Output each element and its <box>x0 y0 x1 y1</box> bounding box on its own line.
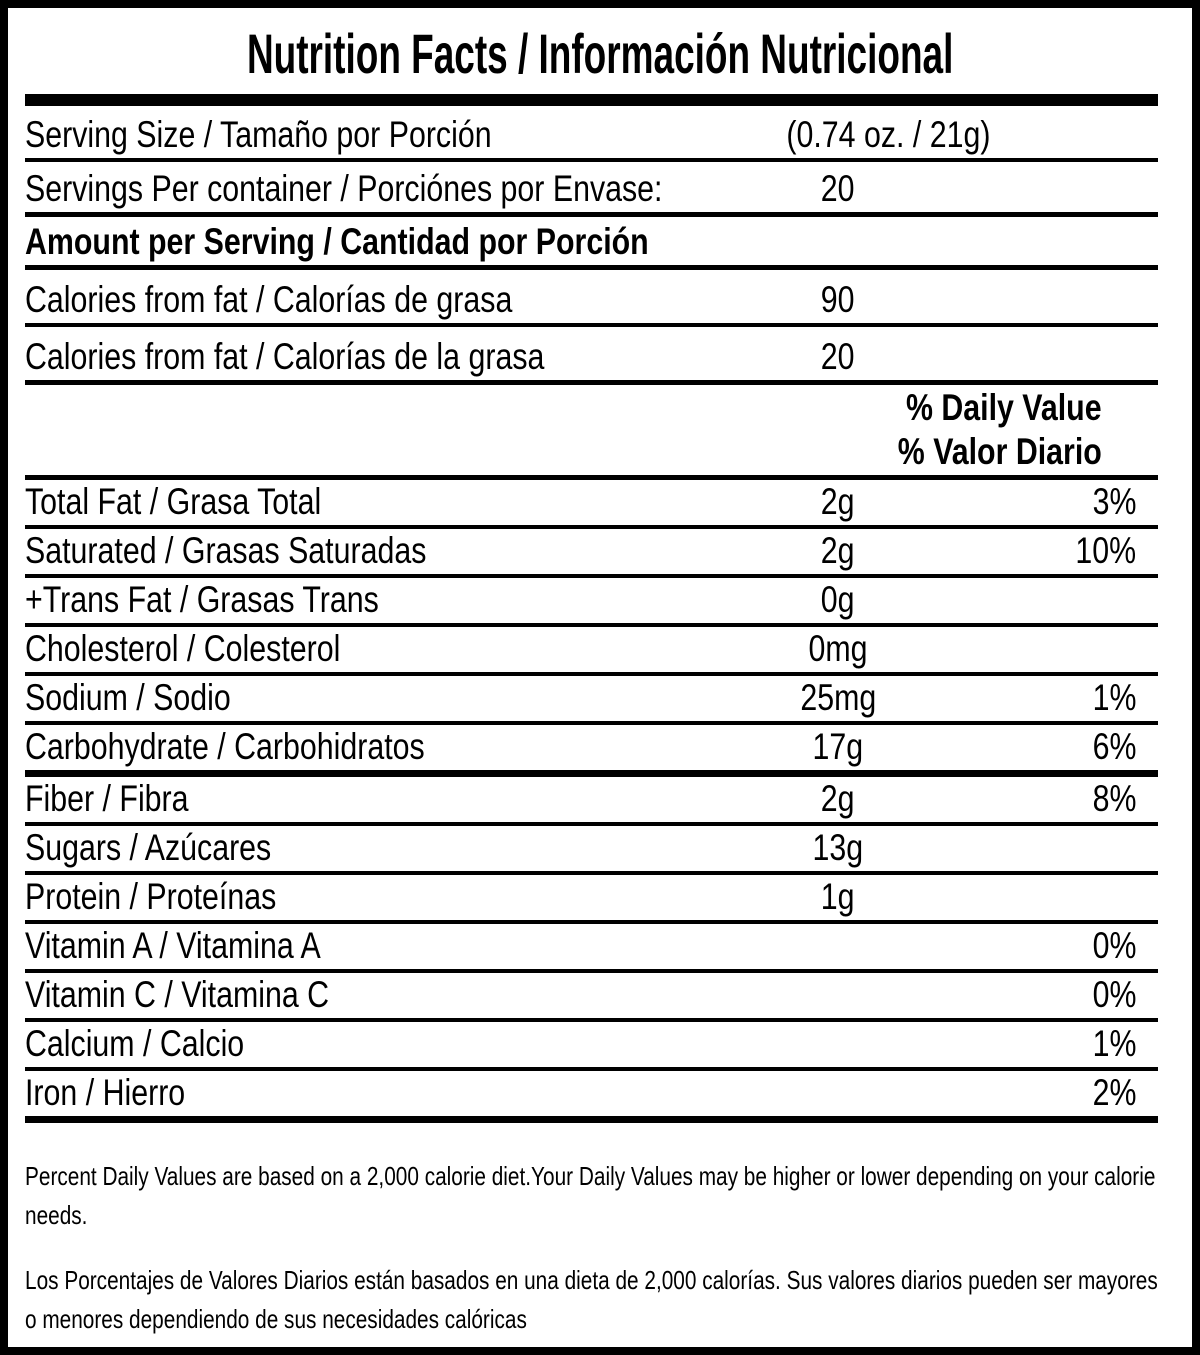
nutrient-dv-cell <box>968 532 1158 571</box>
nutrient-label: Iron / Hierro <box>25 1072 186 1114</box>
nutrient-label: Sugars / Azúcares <box>25 827 272 869</box>
nutrient-label: Total Fat / Grasa Total <box>25 481 322 523</box>
footnotes-section <box>25 1157 1158 1339</box>
nutrient-dv: 3% <box>1092 481 1136 523</box>
nutrient-dv: 2% <box>1092 1072 1136 1114</box>
serving-size-label-cell <box>25 116 678 155</box>
calories-row <box>8 327 1192 380</box>
calories-label-cell <box>25 281 708 320</box>
daily-value-header-en: % Daily Value <box>906 387 1102 429</box>
nutrient-amount-cell <box>708 483 968 522</box>
nutrient-amount-cell <box>708 630 968 669</box>
nutrient-amount-cell <box>708 1074 968 1113</box>
nutrient-dv-cell <box>968 581 1158 620</box>
nutrient-row-saturated-fat <box>8 529 1192 574</box>
nutrient-amount: 0mg <box>808 628 868 670</box>
nutrient-amount: 2g <box>821 481 855 523</box>
divider <box>25 770 1158 777</box>
nutrient-amount-cell <box>708 927 968 966</box>
nutrient-label-cell <box>25 1025 708 1064</box>
nutrient-amount: 2g <box>821 778 855 820</box>
nutrient-label-cell <box>25 728 708 767</box>
nutrient-amount-cell <box>708 976 968 1015</box>
serving-size-value-cell <box>678 116 1098 155</box>
servings-per-container-value-cell <box>708 170 968 209</box>
amount-per-serving-header-row <box>8 217 1192 265</box>
nutrient-label-cell <box>25 1074 708 1113</box>
label-header <box>8 8 1192 86</box>
nutrient-label: +Trans Fat / Grasas Trans <box>25 579 379 621</box>
nutrient-dv-cell <box>968 630 1158 669</box>
nutrient-dv: 10% <box>1075 530 1136 572</box>
nutrient-amount: 13g <box>812 827 864 869</box>
calories-value: 90 <box>821 279 855 321</box>
serving-size-label: Serving Size / Tamaño por Porción <box>25 114 492 156</box>
nutrient-label: Fiber / Fibra <box>25 778 189 820</box>
nutrient-dv-cell <box>968 878 1158 917</box>
daily-value-header-es-cell <box>25 433 1158 472</box>
nutrient-amount: 0g <box>821 579 855 621</box>
amount-per-serving-header-cell <box>25 223 1158 262</box>
servings-per-container-label: Servings Per container / Porciónes por Envase: <box>25 168 663 210</box>
nutrient-dv-cell <box>968 976 1158 1015</box>
nutrient-row-fiber <box>8 777 1192 822</box>
nutrient-label-cell <box>25 532 708 571</box>
footnote-spanish: Los Porcentajes de Valores Diarios están basados en una dieta de 2,000 calorías. Sus valores diarios pueden ser mayores o menores dependiendo de sus necesidades calóricas <box>25 1265 1158 1334</box>
nutrient-row-sugars <box>8 826 1192 871</box>
servings-per-container-label-cell <box>25 170 708 209</box>
nutrient-dv: 0% <box>1092 925 1136 967</box>
nutrient-dv: 1% <box>1092 677 1136 719</box>
calories-label: Calories from fat / Calorías de grasa <box>25 279 513 321</box>
nutrient-label-cell <box>25 927 708 966</box>
nutrient-amount-cell <box>708 1025 968 1064</box>
nutrient-dv-cell <box>968 829 1158 868</box>
nutrient-label-cell <box>25 483 708 522</box>
nutrient-amount: 1g <box>821 876 855 918</box>
nutrient-row-sodium <box>8 676 1192 721</box>
nutrient-label-cell <box>25 581 708 620</box>
serving-size-row <box>8 106 1192 158</box>
divider <box>25 1116 1158 1123</box>
label-title: Nutrition Facts / Información Nutricional <box>246 22 954 85</box>
nutrient-label: Cholesterol / Colesterol <box>25 628 341 670</box>
calories-value-cell <box>708 281 968 320</box>
nutrient-row-calcium <box>8 1022 1192 1067</box>
nutrient-row-cholesterol <box>8 627 1192 672</box>
nutrient-label-cell <box>25 829 708 868</box>
nutrient-amount-cell <box>708 878 968 917</box>
nutrient-amount: 2g <box>821 530 855 572</box>
nutrient-dv-cell <box>968 679 1158 718</box>
nutrient-row-vitamin-a <box>8 924 1192 969</box>
nutrient-amount-cell <box>708 780 968 819</box>
calories-value-cell <box>708 338 968 377</box>
nutrient-row-iron <box>8 1071 1192 1116</box>
nutrient-dv: 0% <box>1092 974 1136 1016</box>
nutrient-row-protein <box>8 875 1192 920</box>
nutrient-dv: 1% <box>1092 1023 1136 1065</box>
amount-per-serving-header: Amount per Serving / Cantidad por Porción <box>25 221 649 263</box>
nutrient-amount-cell <box>708 532 968 571</box>
servings-per-container-row <box>8 162 1192 212</box>
nutrient-label-cell <box>25 878 708 917</box>
nutrient-dv-cell <box>968 780 1158 819</box>
calories-value: 20 <box>821 336 855 378</box>
nutrient-label: Vitamin A / Vitamina A <box>25 925 321 967</box>
nutrient-label: Protein / Proteínas <box>25 876 277 918</box>
daily-value-header-en-cell <box>25 389 1158 428</box>
nutrient-row-trans-fat <box>8 578 1192 623</box>
calories-row <box>8 270 1192 323</box>
nutrient-row-total-fat <box>8 480 1192 525</box>
nutrient-row-carbohydrate <box>8 725 1192 770</box>
nutrient-dv-cell <box>968 483 1158 522</box>
nutrient-label: Vitamin C / Vitamina C <box>25 974 330 1016</box>
nutrient-dv-cell <box>968 927 1158 966</box>
calories-label-cell <box>25 338 708 377</box>
nutrient-amount: 25mg <box>800 677 876 719</box>
nutrient-amount-cell <box>708 728 968 767</box>
nutrient-dv-cell <box>968 1025 1158 1064</box>
nutrient-amount-cell <box>708 679 968 718</box>
nutrient-amount-cell <box>708 581 968 620</box>
nutrient-label-cell <box>25 976 708 1015</box>
nutrient-dv-cell <box>968 1074 1158 1113</box>
footnote-english: Percent Daily Values are based on a 2,000 calorie diet.Your Daily Values may be higher or lower depending on your calorie needs. <box>25 1161 1156 1230</box>
nutrient-label-cell <box>25 630 708 669</box>
nutrient-label: Saturated / Grasas Saturadas <box>25 530 427 572</box>
nutrient-label: Sodium / Sodio <box>25 677 231 719</box>
nutrient-label-cell <box>25 780 708 819</box>
serving-size-value: (0.74 oz. / 21g) <box>785 114 991 156</box>
nutrient-label: Carbohydrate / Carbohidratos <box>25 726 425 768</box>
nutrient-amount-cell <box>708 829 968 868</box>
nutrient-amount: 17g <box>812 726 864 768</box>
nutrient-dv-cell <box>968 728 1158 767</box>
daily-value-header-row-es <box>8 431 1192 475</box>
servings-per-container-value: 20 <box>821 168 855 210</box>
nutrient-label-cell <box>25 679 708 718</box>
daily-value-header-row-en <box>8 385 1192 431</box>
nutrient-row-vitamin-c <box>8 973 1192 1018</box>
nutrient-dv: 6% <box>1092 726 1136 768</box>
calories-label: Calories from fat / Calorías de la grasa <box>25 336 545 378</box>
daily-value-header-es: % Valor Diario <box>897 431 1102 473</box>
nutrient-dv: 8% <box>1092 778 1136 820</box>
nutrient-label: Calcium / Calcio <box>25 1023 245 1065</box>
